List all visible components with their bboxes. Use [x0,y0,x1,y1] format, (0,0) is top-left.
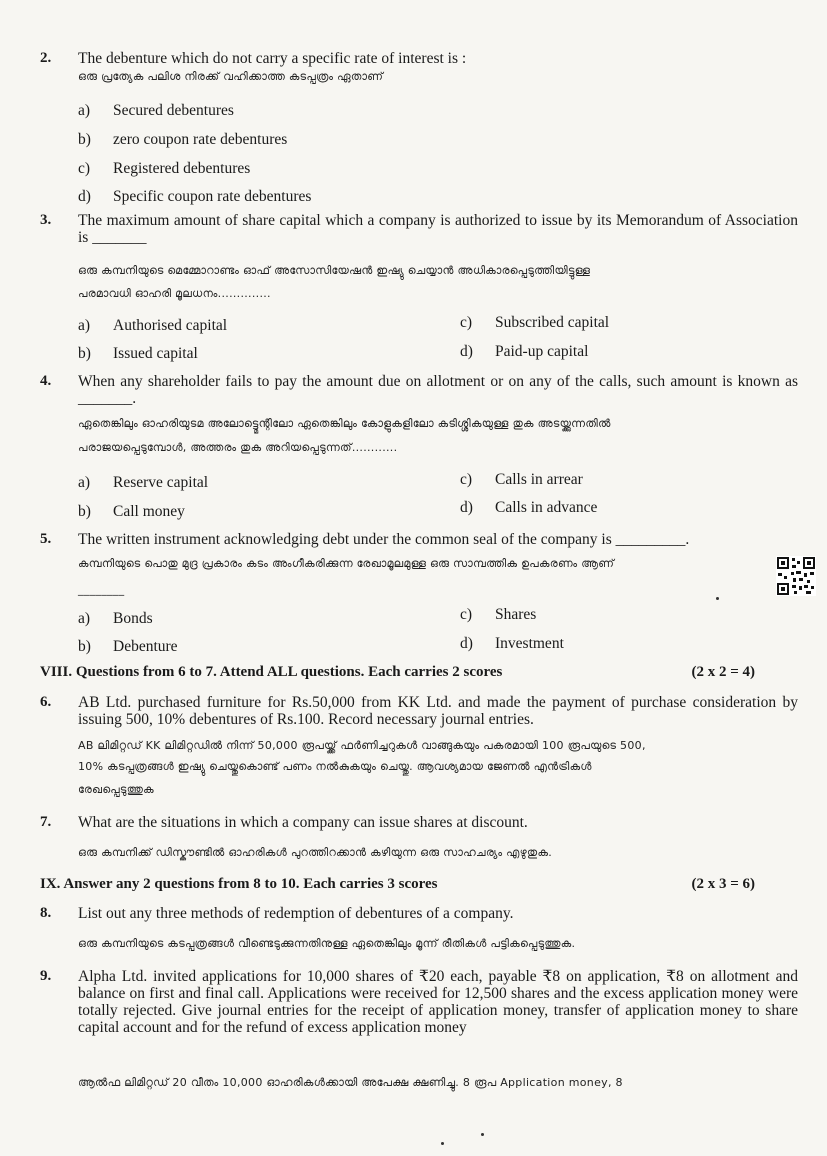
option-text: Calls in arrear [495,471,583,488]
question-text-malayalam: ഒരു കമ്പനിയുടെ മെമ്മോറാണ്ടം ഓഫ് അസോസിയേഷൻ ഇഷ്യു ചെയ്യാൻ അധികാരപ്പെടുത്തിയിട്ടുള്ള [78,264,591,277]
section-heading [40,876,755,893]
option-text: Reserve capital [113,474,209,491]
question-text: The debenture which do not carry a specific rate of interest is : [78,50,467,67]
question-text: Alpha Ltd. invited applications for 10,000 shares of ₹20 each, payable ₹8 on application, ₹8 on allotment and balance on first and final call. Applications were received for 12,500 shares and the excess application money were totally rejected. Give journal entries for the receipt of application money, transfer of application money to share capital account and for the refund of excess application money [78,968,798,1036]
option-label: c) [460,606,473,623]
option-label: a) [78,610,91,627]
question-number: 9. [40,968,52,984]
section-title: VIII. Questions from 6 to 7. Attend ALL questions. Each carries 2 scores [40,664,503,680]
question-text-malayalam: പരാജയപ്പെടുമ്പോൾ, അത്തരം തുക അറിയപ്പെടുന്നത്............ [78,441,398,454]
scan-speck [481,1133,484,1136]
question-number: 4. [40,373,52,389]
option-text: Paid-up capital [495,343,589,360]
question-text: What are the situations in which a company can issue shares at discount. [78,814,528,831]
option-text: Investment [495,635,564,652]
option-text: Debenture [113,638,178,655]
option-label: a) [78,474,91,491]
option-text: Subscribed capital [495,314,610,331]
section-title: IX. Answer any 2 questions from 8 to 10. Each carries 3 scores [40,876,438,892]
question-text-malayalam: ഒരു കമ്പനിക്ക് ഡിസ്കൗണ്ടിൽ ഓഹരികൾ പുറത്തിറക്കാൻ കഴിയുന്ന ഒരു സാഹചര്യം എഴുതുക. [78,846,553,859]
option-text: Authorised capital [113,317,228,334]
question-text-malayalam: രേഖപ്പെടുത്തുക [78,783,154,796]
scan-speck [441,1142,444,1145]
option-text: Secured debentures [113,102,234,119]
question-number: 5. [40,531,52,547]
option-text: Issued capital [113,345,198,362]
option-text: Calls in advance [495,499,598,516]
option-label: d) [460,343,473,360]
question-number: 7. [40,814,52,830]
section-heading [40,664,755,681]
question-text-malayalam: AB ലിമിറ്റഡ് KK ലിമിറ്റഡിൽ നിന്ന് 50,000 രൂപയ്ക്ക് ഫർണിച്ചറുകൾ വാങ്ങുകയും പകരമായി 100 രൂപയുടെ 500, [78,739,646,752]
question-text: The maximum amount of share capital which a company is authorized to issue by its Memorandum of Association is _______ [78,212,798,246]
section-marks: (2 x 2 = 4) [691,664,755,680]
question-text-malayalam: 10% കടപ്പത്രങ്ങൾ ഇഷ്യു ചെയ്തുകൊണ്ട് പണം നൽകുകയും ചെയ്തു. ആവശ്യമായ ജേണൽ എൻട്രികൾ [78,760,592,773]
qr-code-icon [776,556,816,596]
option-label: d) [78,188,91,205]
option-text: Registered debentures [113,160,251,177]
question-number: 3. [40,212,52,228]
question-text-malayalam: ഏതെങ്കിലും ഓഹരിയുടമ അലോട്ട്മെന്റിലോ ഏതെങ്കിലും കോളുകളിലോ കടിശ്ശികയുള്ള തുക അടയ്ക്കുന്നതിൽ [78,417,611,430]
question-text-malayalam: ഒരു കമ്പനിയുടെ കടപ്പത്രങ്ങൾ വീണ്ടെടുക്കുന്നതിനുള്ള ഏതെങ്കിലും മൂന്ന് രീതികൾ പട്ടികപ്പെടുത്തുക. [78,937,576,950]
option-label: c) [78,160,91,177]
option-text: Shares [495,606,537,623]
option-label: c) [460,471,473,488]
question-text-malayalam: ആൽഫ ലിമിറ്റഡ് 20 വീതം 10,000 ഓഹരികൾക്കായി അപേക്ഷ ക്ഷണിച്ചു. 8 രൂപ Application money, 8 [78,1076,623,1089]
section-marks: (2 x 3 = 6) [691,876,755,892]
question-text-malayalam: കമ്പനിയുടെ പൊതു മുദ്ര പ്രകാരം കടം അംഗീകരിക്കുന്ന രേഖാമൂലമുള്ള ഒരു സാമ്പത്തിക ഉപകരണം ആണ് [78,557,615,570]
option-text: zero coupon rate debentures [113,131,288,148]
option-label: b) [78,345,91,362]
option-label: a) [78,102,91,119]
question-text: The written instrument acknowledging debt under the common seal of the company is _________. [78,531,690,548]
option-text: Specific coupon rate debentures [113,188,312,205]
question-number: 8. [40,905,52,921]
question-number: 6. [40,694,52,710]
option-label: d) [460,635,473,652]
option-label: b) [78,503,91,520]
scan-speck [716,597,719,600]
question-text: AB Ltd. purchased furniture for Rs.50,000 from KK Ltd. and made the payment of purchase consideration by issuing 500, 10% debentures of Rs.100. Record necessary journal entries. [78,694,798,728]
question-text-malayalam: ഒരു പ്രത്യേക പലിശ നിരക്ക് വഹിക്കാത്ത കടപ്പത്രം ഏതാണ് [78,70,384,83]
option-label: a) [78,317,91,334]
question-text: List out any three methods of redemption of debentures of a company. [78,905,514,922]
question-text-malayalam: പരമാവധി ഓഹരി മൂലധനം.............. [78,287,271,300]
option-text: Call money [113,503,185,520]
option-label: c) [460,314,473,331]
option-label: d) [460,499,473,516]
option-text: Bonds [113,610,153,627]
option-label: b) [78,131,91,148]
question-number: 2. [40,50,52,66]
question-text-malayalam: ________ [78,583,125,596]
question-text: When any shareholder fails to pay the amount due on allotment or on any of the calls, such amount is known as _______. [78,373,798,407]
option-label: b) [78,638,91,655]
